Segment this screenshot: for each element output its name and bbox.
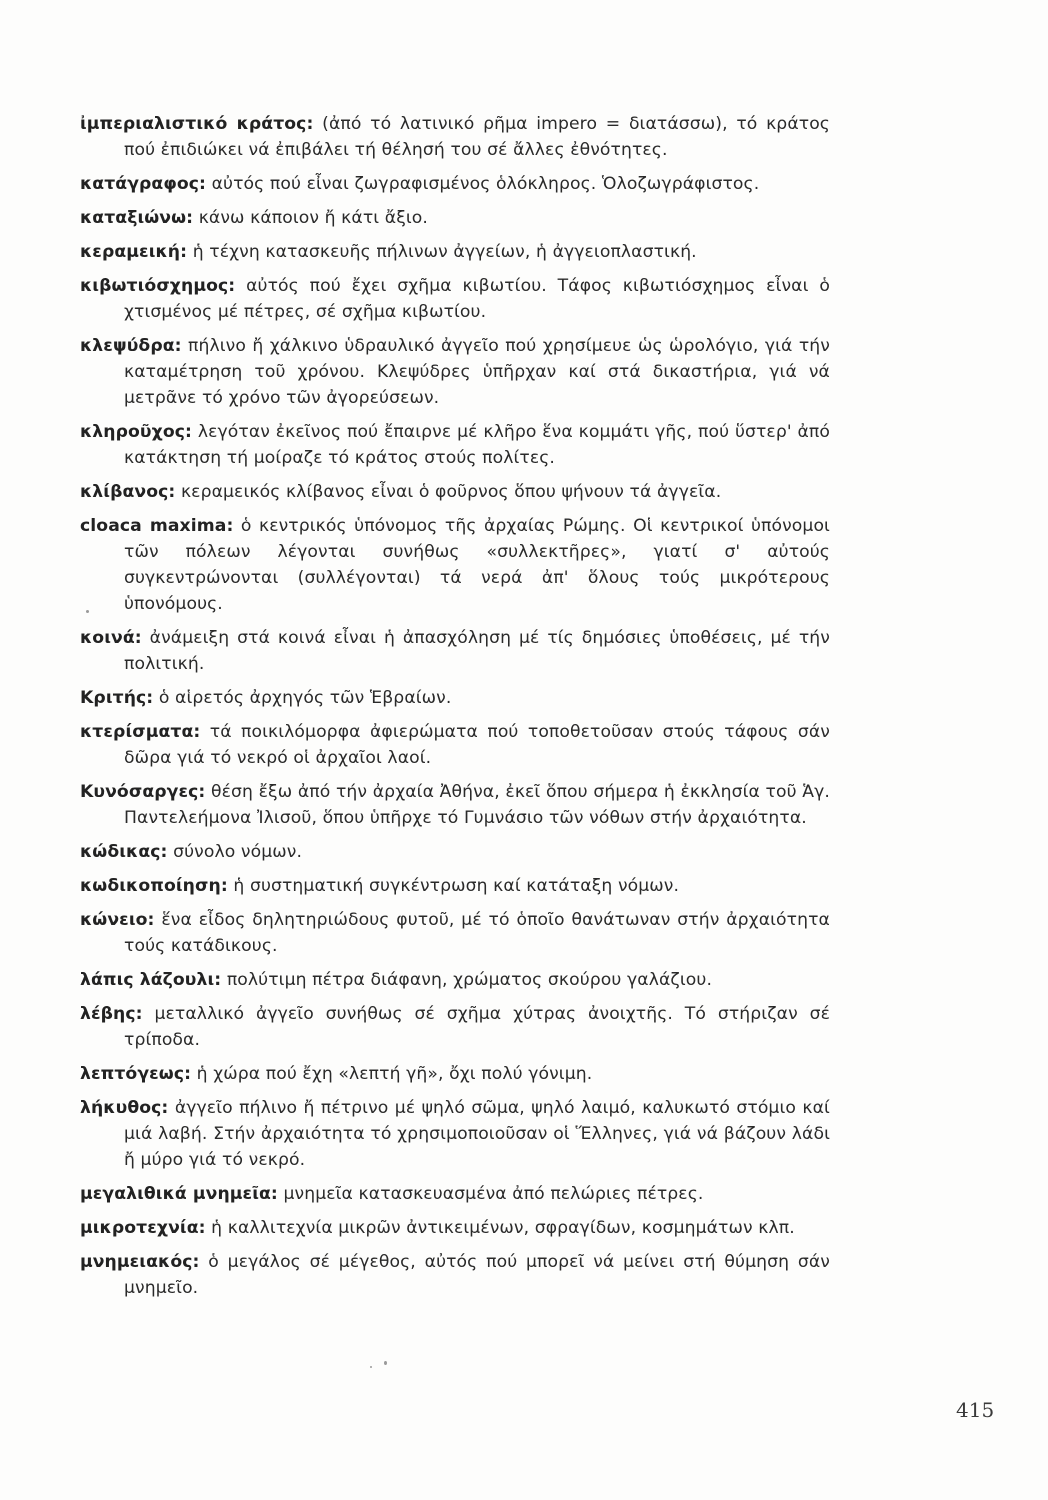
entry-definition: αὐτός πού εἶναι ζωγραφισμένος ὁλόκληρος. Ὁλοζωγράφιστος. [211, 174, 760, 194]
entry-definition: ἡ συστηματική συγκέντρωση καί κατάταξη νόμων. [233, 876, 680, 896]
entry-definition: κεραμεικός κλίβανος εἶναι ὁ φοῦρνος ὅπου ψήνουν τά ἀγγεῖα. [180, 482, 722, 502]
entry-term: κτερίσματα: [80, 722, 201, 742]
glossary-entry [80, 1001, 830, 1053]
entry-term: κληροῦχος: [80, 422, 192, 442]
glossary-entry [80, 1061, 830, 1087]
glossary-entry [80, 239, 830, 265]
scan-speck [384, 1361, 387, 1365]
entry-definition: σύνολο νόμων. [173, 842, 303, 862]
scan-speck [86, 610, 89, 613]
entry-term: λάπις λάζουλι: [80, 970, 222, 990]
entry-definition: λεγόταν ἐκεῖνος πού ἔπαιρνε μέ κλῆρο ἕνα κομμάτι γῆς, πού ὕστερ' ἀπό κατάκτηση τή μοίραζε τό κράτος στούς πολίτες. [124, 422, 830, 468]
entry-term: κλεψύδρα: [80, 336, 182, 356]
entry-term: κιβωτιόσχημος: [80, 276, 236, 296]
entry-term: μεγαλιθικά μνημεῖα: [80, 1184, 278, 1204]
glossary-entry [80, 907, 830, 959]
glossary-entry [80, 625, 830, 677]
entry-term: κοινά: [80, 628, 142, 648]
glossary-entry [80, 1249, 830, 1301]
glossary-entry [80, 273, 830, 325]
entry-definition: μεταλλικό ἀγγεῖο συνήθως σέ σχῆμα χύτρας ἀνοιχτῆς. Τό στήριζαν σέ τρίποδα. [124, 1004, 830, 1050]
glossary-entry [80, 1215, 830, 1241]
entry-definition: (ἀπό τό λατινικό ρῆμα impero = διατάσσω), τό κράτος πού ἐπιδιώκει νά ἐπιβάλει τή θέλησή του σέ ἄλλες ἐθνότητες. [124, 114, 830, 160]
entry-definition: ἀνάμειξη στά κοινά εἶναι ἡ ἀπασχόληση μέ τίς δημόσιες ὑποθέσεις, μέ τήν πολιτική. [124, 628, 830, 674]
entry-term: καταξιώνω: [80, 208, 194, 228]
entry-definition: αὐτός πού ἔχει σχῆμα κιβωτίου. Τάφος κιβωτιόσχημος εἶναι ὁ χτισμένος μέ πέτρες, σέ σχῆμα κιβωτίου. [124, 276, 830, 322]
glossary-entry [80, 111, 830, 163]
entry-term: κώδικας: [80, 842, 168, 862]
glossary-list [80, 111, 830, 1309]
glossary-entry [80, 333, 830, 411]
entry-definition: ὁ κεντρικός ὑπόνομος τῆς ἀρχαίας Ρώμης. Οἱ κεντρικοί ὑπόνομοι τῶν πόλεων λέγονται συνήθως «συλλεκτῆρες», γιατί σ' αὐτούς συγκεντρώνονται (συλλέγονται) τά νερά ἀπ' ὅλους τούς μικρότερους ὑπονόμους. [124, 516, 830, 614]
entry-definition: ἀγγεῖο πήλινο ἤ πέτρινο μέ ψηλό σῶμα, ψηλό λαιμό, καλυκωτό στόμιο καί μιά λαβή. Στήν ἀρχαιότητα τό χρησιμοποιοῦσαν οἱ Ἕλληνες, γιά νά βάζουν λάδι ἤ μύρο γιά τό νεκρό. [124, 1098, 830, 1170]
entry-term: κωδικοποίηση: [80, 876, 228, 896]
entry-definition: μνημεῖα κατασκευασμένα ἀπό πελώριες πέτρες. [283, 1184, 704, 1204]
entry-term: κεραμεική: [80, 242, 188, 262]
entry-term: κλίβανος: [80, 482, 176, 502]
glossary-entry [80, 685, 830, 711]
entry-definition: πολύτιμη πέτρα διάφανη, χρώματος σκούρου γαλάζιου. [226, 970, 713, 990]
glossary-entry [80, 719, 830, 771]
entry-definition: κάνω κάποιον ἤ κάτι ἄξιο. [198, 208, 428, 228]
glossary-entry [80, 967, 830, 993]
page-number: 415 [956, 1398, 995, 1422]
glossary-entry [80, 419, 830, 471]
entry-term: κατάγραφος: [80, 174, 207, 194]
glossary-entry [80, 171, 830, 197]
entry-term: Κυνόσαργες: [80, 782, 206, 802]
glossary-entry [80, 1095, 830, 1173]
entry-definition: πήλινο ἤ χάλκινο ὑδραυλικό ἀγγεῖο πού χρησίμευε ὡς ὡρολόγιο, γιά τήν καταμέτρηση τοῦ χρόνου. Κλεψύδρες ὑπῆρχαν καί στά δικαστήρια, γιά νά μετρᾶνε τό χρόνο τῶν ἀγορεύσεων. [124, 336, 830, 408]
entry-definition: ὁ μεγάλος σέ μέγεθος, αὐτός πού μπορεῖ νά μείνει στή θύμηση σάν μνημεῖο. [124, 1252, 830, 1298]
entry-definition: ἡ καλλιτεχνία μικρῶν ἀντικειμένων, σφραγίδων, κοσμημάτων κλπ. [211, 1218, 795, 1238]
entry-term: μνημειακός: [80, 1252, 200, 1272]
entry-definition: ὁ αἱρετός ἀρχηγός τῶν Ἑβραίων. [158, 688, 452, 708]
glossary-entry [80, 873, 830, 899]
entry-definition: θέση ἔξω ἀπό τήν ἀρχαία Ἀθήνα, ἐκεῖ ὅπου σήμερα ἡ ἐκκλησία τοῦ Ἁγ. Παντελεήμονα Ἰλισοῦ, ὅπου ὑπῆρχε τό Γυμνάσιο τῶν νόθων στήν ἀρχαιότητα. [124, 782, 830, 828]
glossary-entry [80, 513, 830, 617]
entry-definition: ἕνα εἶδος δηλητηριώδους φυτοῦ, μέ τό ὁποῖο θανάτωναν στήν ἀρχαιότητα τούς κατάδικους. [124, 910, 830, 956]
entry-term: μικροτεχνία: [80, 1218, 206, 1238]
entry-term: Κριτής: [80, 688, 154, 708]
glossary-entry [80, 779, 830, 831]
entry-term: λεπτόγεως: [80, 1064, 192, 1084]
glossary-entry [80, 1181, 830, 1207]
glossary-entry [80, 205, 830, 231]
entry-definition: ἡ χώρα πού ἔχη «λεπτή γῆ», ὄχι πολύ γόνιμη. [196, 1064, 593, 1084]
entry-term: κώνειο: [80, 910, 155, 930]
entry-term: cloaca maxima: [80, 516, 234, 536]
glossary-entry [80, 479, 830, 505]
entry-term: λήκυθος: [80, 1098, 169, 1118]
scan-speck [370, 1366, 372, 1368]
entry-term: λέβης: [80, 1004, 143, 1024]
entry-definition: ἡ τέχνη κατασκευῆς πήλινων ἀγγείων, ἡ ἀγγειοπλαστική. [192, 242, 697, 262]
entry-definition: τά ποικιλόμορφα ἀφιερώματα πού τοποθετοῦσαν στούς τάφους σάν δῶρα γιά τό νεκρό οἱ ἀρχαῖοι λαοί. [124, 722, 830, 768]
entry-term: ἰμπεριαλιστικό κράτος: [80, 114, 314, 134]
glossary-entry [80, 839, 830, 865]
